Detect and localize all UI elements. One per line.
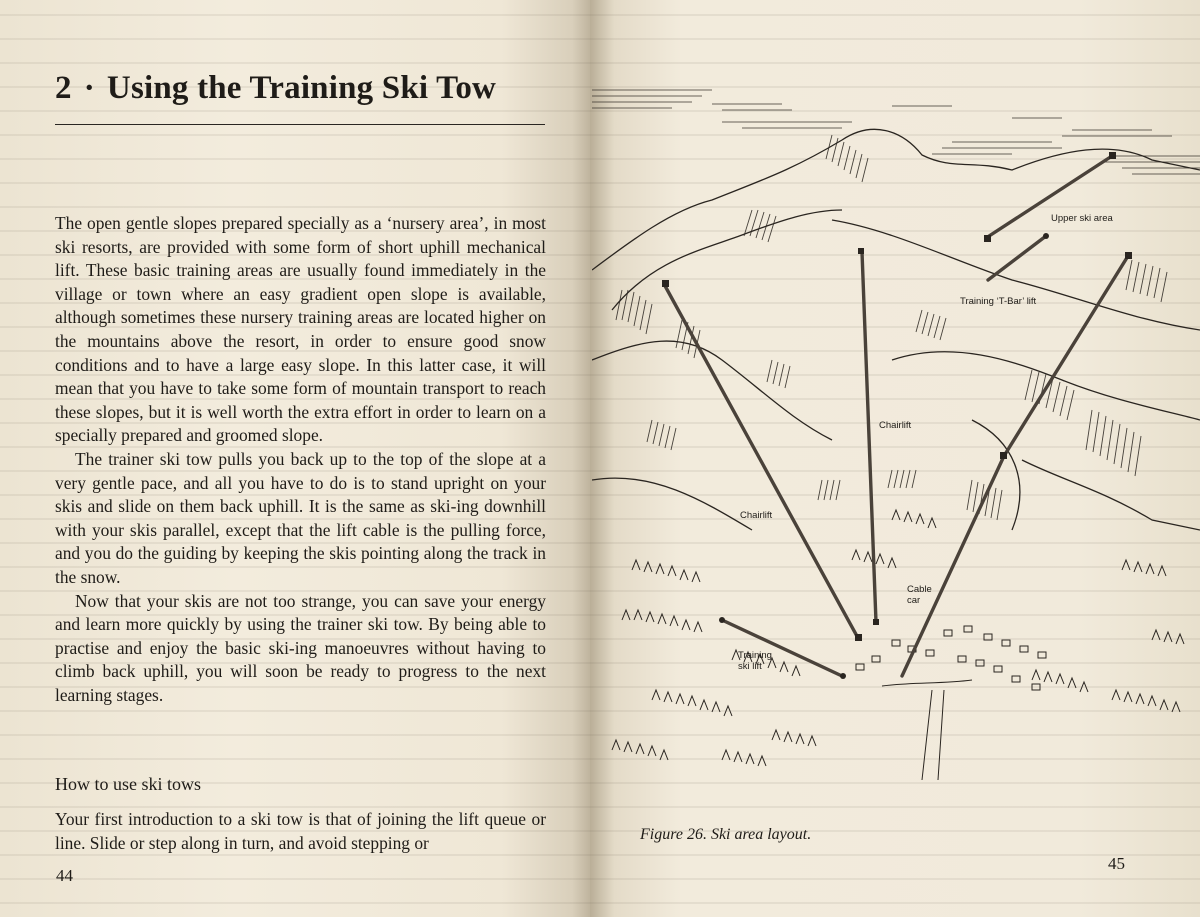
chairlift-left-line <box>664 284 858 638</box>
section-paragraph: Your first introduction to a ski tow is that of joining the lift queue or line. Slide or step along in turn, and avoid stepping or <box>55 809 546 853</box>
lift-lines <box>664 156 1128 676</box>
page-number-left: 44 <box>56 866 73 885</box>
label-chairlift-left: Chairlift <box>740 510 773 521</box>
figure-caption: Figure 26. Ski area layout. <box>640 826 812 843</box>
section-heading: How to use ski tows <box>55 774 202 794</box>
tree-clusters <box>612 510 1184 766</box>
title-rule <box>55 124 545 125</box>
paragraph-1: The open gentle slopes prepared specially as a ‘nursery area’, in most ski resorts, are provided with some form of short uphill mechanical lift. These basic training areas are usually found immediately in the village or town where an easy gradient open slope is available, although sometimes these nursery training areas are located higher on the mountains above the resort, in order to ensure good snow conditions and to have a large easy slope. In this latter case, it will mean that you have to take some form of mountain transport to reach these slopes, but it is well worth the extra effort in order to learn on a specially prepared and groomed slope. <box>55 213 546 446</box>
paragraph-3: Now that your skis are not too strange, you can save your energy and learn more quickly by using the trainer ski tow. By being able to practise and enjoy the basic ski-ing manoeuvres without having to climb back uphill, you will soon be ready to progress to the next learning stages. <box>55 590 546 705</box>
paragraph-2: The trainer ski tow pulls you back up to the top of the slope at a very gentle pace, and all you have to do is to stand upright on your skis and slide on them back uphill. It is the same as ski-ing downhill with your skis parallel, except that the lift cable is the pulling force, and you do the guiding by keeping the skis pointing along the track in the snow. <box>55 448 546 587</box>
chapter-separator: · <box>83 70 95 106</box>
mountain-ridges <box>592 129 1200 530</box>
label-cable-car: Cable car <box>907 584 932 606</box>
sky-hatching <box>592 90 1200 174</box>
chairlift-center-line <box>862 252 876 622</box>
cable-car-line <box>1004 256 1128 456</box>
body-text <box>55 212 546 707</box>
page-number-right: 45 <box>1108 854 1125 873</box>
label-training-tbar: Training ‘T-Bar’ lift <box>960 296 1037 307</box>
chapter-number: 2 <box>55 70 72 106</box>
chapter-title <box>55 70 555 107</box>
cable-car-lower-line <box>902 456 1004 676</box>
chapter-title-text: Using the Training Ski Tow <box>106 70 497 106</box>
training-tbar-line <box>988 236 1046 280</box>
label-chairlift-center: Chairlift <box>879 420 912 431</box>
label-upper-ski-area: Upper ski area <box>1051 213 1113 224</box>
village <box>856 626 1046 780</box>
lift-stations <box>662 152 1132 679</box>
label-training-ski-lift: Training ski lift <box>738 650 772 672</box>
left-page <box>0 0 590 917</box>
